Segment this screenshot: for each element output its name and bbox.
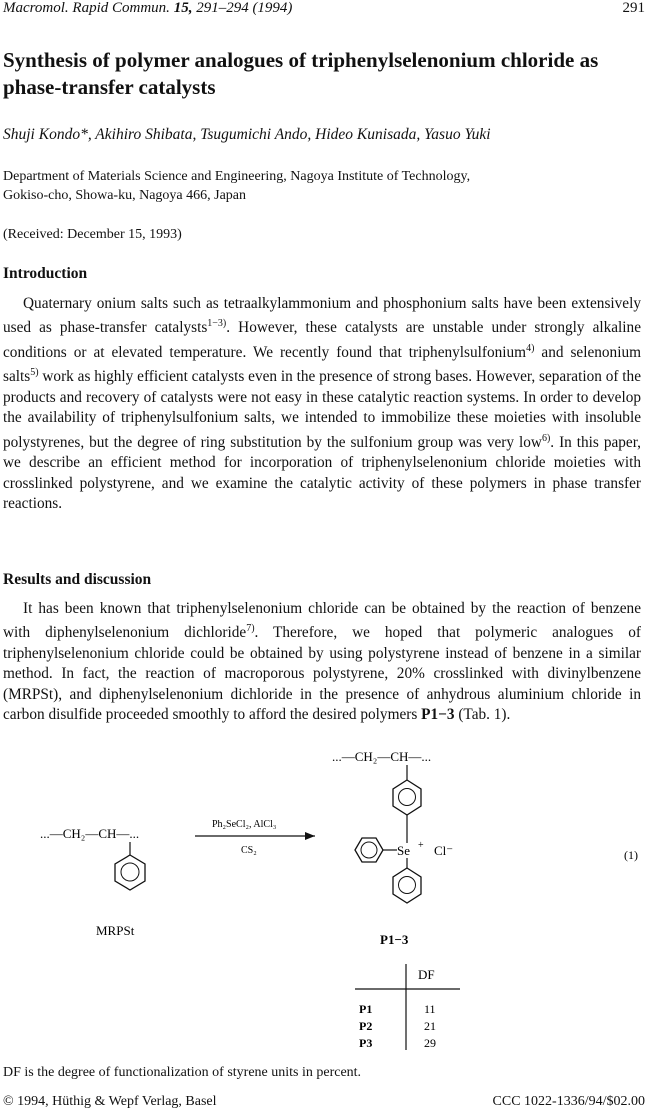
- chloride-counterion: Cl⁻: [434, 843, 454, 858]
- received-date: (Received: December 15, 1993): [3, 227, 182, 242]
- table-footnote: DF is the degree of functionalization of styrene units in percent.: [3, 1065, 362, 1080]
- journal-pages: 291–294 (1994): [196, 0, 293, 16]
- selenium-label: Se: [397, 843, 410, 858]
- copyright: © 1994, Hüthig & Wepf Verlag, Basel: [3, 1094, 217, 1109]
- equation-number: (1): [624, 848, 638, 862]
- product-label: P1−3: [380, 932, 409, 947]
- reagent-bottom-text: CS₂: [241, 845, 257, 856]
- benzene-ring-start: [115, 855, 145, 890]
- right-chain-text: ...—CH₂—CH—...: [332, 749, 432, 764]
- results-heading: Results and discussion: [3, 571, 152, 588]
- results-paragraph: It has been known that triphenylselenonium chloride can be obtained by the reaction of benzene with diphenylselenonium dichloride$^{7)}$. Therefore, we hoped that polymeric analogues of triphenylselenonium chloride could be obtained by using polystyrene instead of benzene in a similar method. In fact, the reaction of macroporous polystyrene, 20% crosslinked with divinylbenzene (MRPSt), and diphenylselenonium dichloride in the presence of anhydrous aluminium chloride in carbon disulfide proceeded smoothly to afford the desired polymers P1−3 (Tab. 1).: [3, 600, 641, 724]
- article-title: Synthesis of polymer analogues of triphenylselenonium chloride as phase-transfer catalysts: [3, 48, 599, 99]
- table-row-value: 21: [424, 1019, 436, 1033]
- left-chain-text: ...—CH₂—CH—...: [40, 826, 140, 841]
- reagent-top-text: Ph₂SeCl₂, AlCl₃: [212, 819, 277, 830]
- affiliation-line-1: Department of Materials Science and Engineering, Nagoya Institute of Technology,: [3, 169, 471, 184]
- benzene-ring-top: [393, 780, 421, 815]
- table-row-value: 11: [424, 1002, 436, 1016]
- table-row-name: P1: [359, 1002, 373, 1016]
- benzene-ring-left: [355, 838, 383, 862]
- table-row-name: P3: [359, 1036, 373, 1050]
- selenium-charge: +: [418, 840, 424, 851]
- df-header: DF: [418, 967, 435, 982]
- table-row-value: 29: [424, 1036, 436, 1050]
- journal-name: Macromol. Rapid Commun.: [3, 0, 170, 16]
- journal-volume: 15,: [173, 0, 193, 16]
- introduction-paragraph: Quaternary onium salts such as tetraalkylammonium and phosphonium salts have been extensively used as phase-transfer catalysts$^{1-3)}$. However, these catalysts are unstable under strongly alkaline conditions or at elevated temperature. We recently found that triphenylsulfonium$^{4)}$ and selenonium salts$^{5)}$ work as highly efficient catalysts even in the presence of strong bases. However, separation of the products and recovery of catalysts were not easy in these catalytic reaction systems. In order to develop the availability of triphenylsulfonium salts, we intended to immobilize these moieties with insoluble polystyrenes, but the degree of ring substitution by the sulfonium group was very low$^{6)}$. In this paper, we describe an efficient method for incorporation of triphenylselenonium chloride moieties with crosslinked polystyrene, and we examine the catalytic activity of these polymers in phase transfer reactions.: [3, 295, 642, 513]
- df-table: [355, 964, 460, 1050]
- affiliation-line-2: Gokiso-cho, Showa-ku, Nagoya 466, Japan: [3, 188, 247, 203]
- benzene-ring-bottom: [393, 868, 421, 903]
- price-code: CCC 1022-1336/94/$02.00: [492, 1094, 645, 1109]
- table-row-name: P2: [359, 1019, 373, 1033]
- introduction-heading: Introduction: [3, 265, 88, 282]
- author-list: Shuji Kondo*, Akihiro Shibata, Tsugumichi Ando, Hideo Kunisada, Yasuo Yuki: [3, 126, 491, 143]
- page-number: 291: [622, 0, 645, 16]
- mrpst-label: MRPSt: [96, 923, 135, 938]
